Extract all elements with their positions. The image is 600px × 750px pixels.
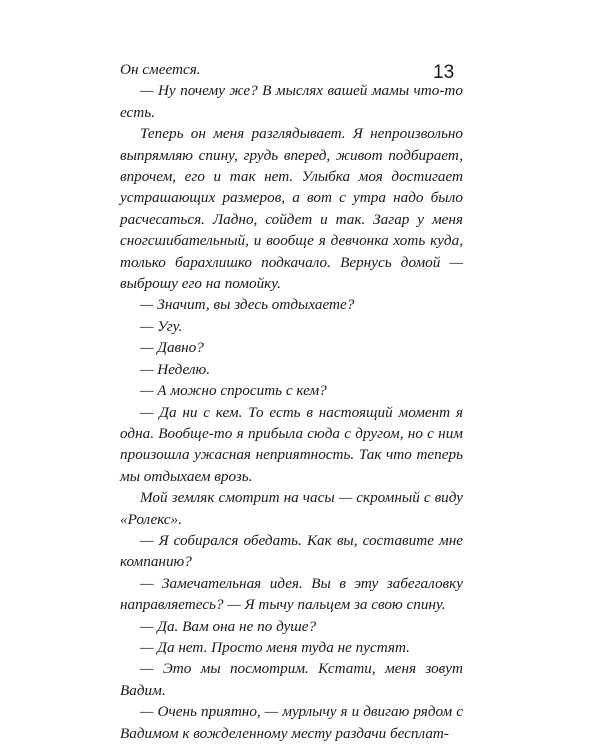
paragraph: — Да нет. Просто меня туда не пустят.: [140, 638, 410, 656]
paragraph: — Ну почему же? В мыслях вашей мамы что-то есть.: [120, 82, 463, 121]
paragraph: — Неделю.: [140, 360, 210, 378]
paragraph: — Угу.: [140, 317, 183, 335]
paragraph: — Да. Вам она не по душе?: [140, 617, 317, 635]
paragraph: — А можно спросить с кем?: [140, 382, 327, 400]
paragraph: — Давно?: [140, 339, 204, 357]
paragraph: Теперь он меня разглядывает. Я непроизвольно выпрямляю спину, грудь вперед, живот подбирает, впрочем, его и так нет. Улыбка моя достигает устрашающих размеров, а вот с утра надо было расчесаться. Ладно, сойдет и так. Загар у меня сногсшибательный, и вообще я девчонка хоть куда, только барахлишко подкачало. Вернусь домой — выброшу его на помойку.: [120, 125, 463, 293]
paragraph: Мой земляк смотрит на часы — скромный с виду «Ролекс».: [120, 489, 463, 528]
page-number: 13: [433, 62, 455, 83]
paragraph: — Очень приятно, — мурлычу я и двигаю рядом с Вадимом к вожделенному месту раздачи бесплат-: [120, 703, 463, 742]
paragraph: — Да ни с кем. То есть в настоящий момент я одна. Вообще-то я прибыла сюда с другом, но с ним произошла ужасная неприятность. Так что теперь мы отдыхаем врозь.: [120, 403, 463, 485]
paragraph: — Я собирался обедать. Как вы, составите мне компанию?: [120, 531, 463, 571]
paragraph: — Это мы посмотрим. Кстати, меня зовут Вадим.: [120, 660, 463, 699]
paragraph: — Замечательная идея. Вы в эту забегаловку направляетесь? — Я тычу пальцем за свою спину.: [120, 574, 463, 614]
body-text: [120, 59, 463, 744]
paragraph: — Значит, вы здесь отдыхаете?: [140, 296, 355, 314]
paragraph: Он смеется.: [120, 61, 201, 78]
